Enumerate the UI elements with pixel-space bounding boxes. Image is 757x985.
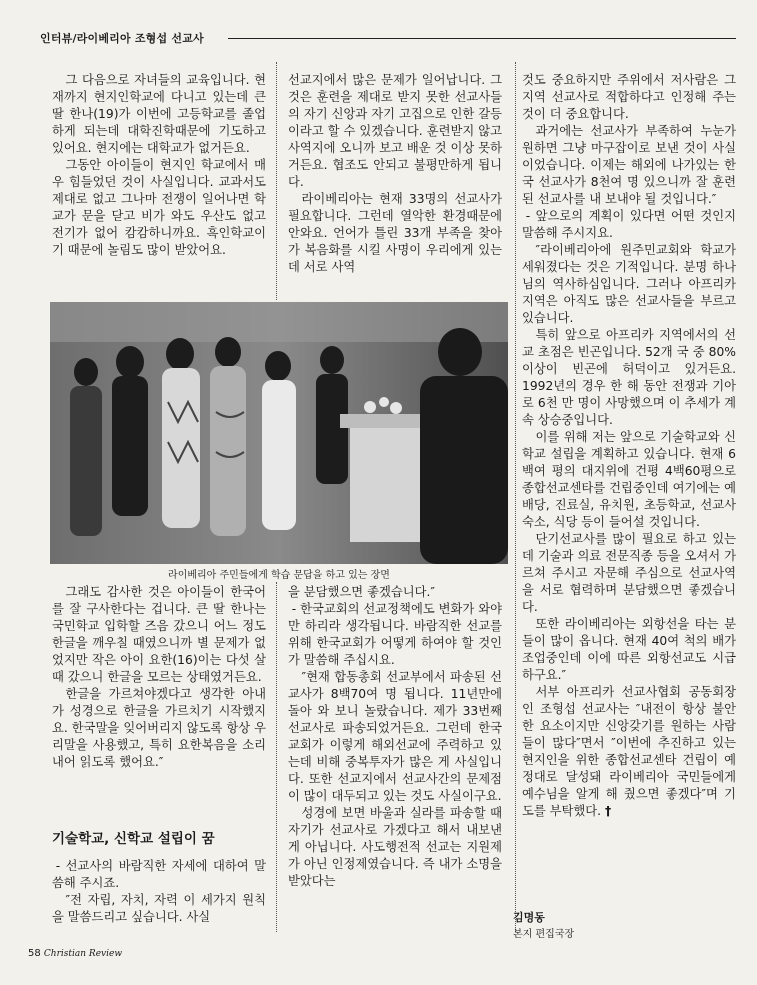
paragraph: 특히 앞으로 아프리카 지역에서의 선교 초점은 빈곤입니다. 52개 국 중 80%이상이 빈곤에 허덕이고 있거든요. 1992년의 경우 한 해 동안 전쟁과 기아로 6천 만 명이 사망했으며 이 추세가 계속 상승중입니다. — [522, 328, 736, 427]
paragraph: 과거에는 선교사가 부족하여 누눈가 원하면 그냥 마구잡이로 보낸 것이 사실이었습니다. 이제는 해외에 나가있는 한국 선교사가 8천여 명 있으니까 잘 훈련된 선교사를 내 보내야 될 것입니다.″ — [522, 124, 736, 206]
column-2-bottom — [288, 584, 502, 890]
paragraph: ″현재 합동총회 선교부에서 파송된 선교사가 8백70여 명 됩니다. 11년만에 돌아 와 보니 놀랐습니다. 제가 33번째 선교사로 파송되었거든요. 그런데 한국교회가 이렇게 해외선교에 주력하고 있는데 비해 중복투자가 많은 게 사실입니다. 또한 선교지에서 선교사간의 문제점이 많이 대두되고 있는 것도 사실이구요. — [288, 670, 502, 803]
paragraph: 이를 위해 저는 앞으로 기술학교와 신학교 설립을 계획하고 있습니다. 현재 6백여 평의 대지위에 건평 4백60평으로 종합선교센타를 건립중인데 여기에는 예배당, 진료실, 유치원, 초등학교, 선교사 숙소, 식당 등이 들어설 것입니다. — [522, 430, 736, 529]
column-3 — [522, 72, 736, 820]
paragraph: 단기선교사를 많이 필요로 하고 있는데 기술과 의료 전문직종 등을 오셔서 가르쳐 주시고 자문해 주심으로 선교사역을 서로 협력하며 분담했으면 좋겠습니다. — [522, 532, 736, 614]
section-subheading: 기술학교, 신학교 설립이 꿈 — [52, 831, 215, 847]
paragraph: 그래도 감사한 것은 아이들이 한국어를 잘 구사한다는 겁니다. 큰 딸 한나는 국민학교 입학할 즈음 갔으니 어느 정도 한글을 깨우칠 때였으니까 별 문제가 없었지만 작은 아이 요한(16)이는 다섯 살때 갔으니 한글을 모르는 상태였거든요. — [52, 585, 266, 684]
paragraph: 선교지에서 많은 문제가 일어납니다. 그것은 훈련을 제대로 받지 못한 선교사들의 자기 신앙과 자기 고집으로 인한 갈등이라고 할 수 있겠습니다. 훈련받지 않고 사역지에 오니까 보고 배운 것 이상 못하거든요. 협조도 안되고 불평만하게 됩니다. — [288, 73, 502, 189]
column-1-after-subheading — [52, 858, 266, 926]
header-rule — [228, 38, 736, 39]
interview-question: - 앞으로의 계획이 있다면 어떤 것인지 말씀해 주시지요. — [522, 209, 736, 240]
column-1-top — [52, 72, 266, 259]
column-1-bottom — [52, 584, 266, 771]
paragraph: 또한 라이베리아는 외항선을 타는 분들이 많이 옵니다. 현재 40여 척의 배가 조업중인데 이에 따른 외항선교도 시급하구요.″ — [522, 617, 736, 682]
interview-question: - 선교사의 바람직한 자세에 대하여 말씀해 주시죠. — [52, 859, 266, 890]
column-separator — [515, 62, 516, 932]
page-footer — [28, 948, 122, 959]
byline-name: 김명동 — [513, 911, 545, 924]
magazine-name: Christian Review — [43, 949, 123, 959]
paragraph: 그동안 아이들이 현지인 학교에서 매우 힘들었던 것이 사실입니다. 교과서도 제대로 없고 그나마 전쟁이 일어나면 학교가 문을 닫고 비가 와도 우산도 없고 전기가 없어 캄캄하니까요. 흑인학교이기 때문에 놀림도 많이 받았어요. — [52, 158, 266, 257]
closing-paragraph-text: 서부 아프리카 선교사협회 공동회장인 조형섭 선교사는 ″내전이 항상 불안한 요소이지만 신앙갖기를 원하는 사람들이 많다″면서 ″이번에 추진하고 있는 현지인을 위한 종합선교센타 건립이 예정대로 달성돼 라이베리아 국민들에게 예수님을 알게 해 줬으면 좋겠다″며 기도를 부탁했다. — [522, 685, 736, 818]
paragraph: ″전 자립, 자치, 자력 이 세가지 원칙을 말씀드리고 싶습니다. 사실 — [52, 893, 266, 924]
byline-title: 본지 편집국장 — [513, 929, 575, 940]
photo-liberia-catechism — [50, 302, 508, 564]
paragraph: ″라이베리아에 원주민교회와 학교가 세워졌다는 것은 기적입니다. 분명 하나님의 역사하심입니다. 그러나 아프리카지역은 아직도 많은 선교사들을 부르고 있습니다. — [522, 243, 736, 325]
section-title: 인터뷰/라이베리아 조형섭 선교사 — [40, 32, 204, 45]
paragraph: 것도 중요하지만 주위에서 저사람은 그 지역 선교사로 적합하다고 인정해 주는 것이 더 중요합니다. — [522, 73, 736, 121]
photo-illustration — [50, 302, 508, 564]
paragraph: 성경에 보면 바울과 실라를 파송할 때 자기가 선교사로 가겠다고 해서 내보낸게 아닙니다. 사도행전적 선교는 지원제가 아닌 인정제였습니다. 즉 내가 소명을 받았다는 — [288, 806, 502, 888]
paragraph — [522, 684, 736, 820]
paragraph: 을 분담했으면 좋겠습니다.″ — [288, 585, 435, 599]
paragraph: 라이베리아는 현재 33명의 선교사가 필요합니다. 그런데 열악한 환경때문에 안와요. 언어가 틀린 33개 부족을 찾아가 복음화를 시킬 사명이 우리에게 있는데 서로 사역 — [288, 192, 502, 274]
column-2-top — [288, 72, 502, 276]
column-separator — [276, 62, 277, 300]
photo-caption: 라이베리아 주민들에게 학습 문답을 하고 있는 장면 — [168, 570, 390, 581]
end-mark: † — [605, 804, 612, 818]
paragraph: 그 다음으로 자녀들의 교육입니다. 현재까지 현지인학교에 다니고 있는데 큰 딸 한나(19)가 이번에 고등학교를 졸업하게 되는데 대학진학때문에 기도하고 있어요. 현지에는 대학교가 없거든요. — [52, 73, 266, 155]
page-number: 58 — [28, 948, 41, 959]
paragraph: 한글을 가르쳐야겠다고 생각한 아내가 성경으로 한글을 가르치기 시작했지요. 한국말을 잊어버리지 않도록 항상 우리말을 사용했고, 특히 요한복음을 소리내어 읽도록 했어요.″ — [52, 687, 266, 769]
column-separator — [276, 582, 277, 932]
interview-question: - 한국교회의 선교정책에도 변화가 와야만 하리라 생각됩니다. 바람직한 선교를 위해 한국교회가 어떻게 하여야 할 것인가 말씀해 주십시요. — [288, 602, 502, 667]
